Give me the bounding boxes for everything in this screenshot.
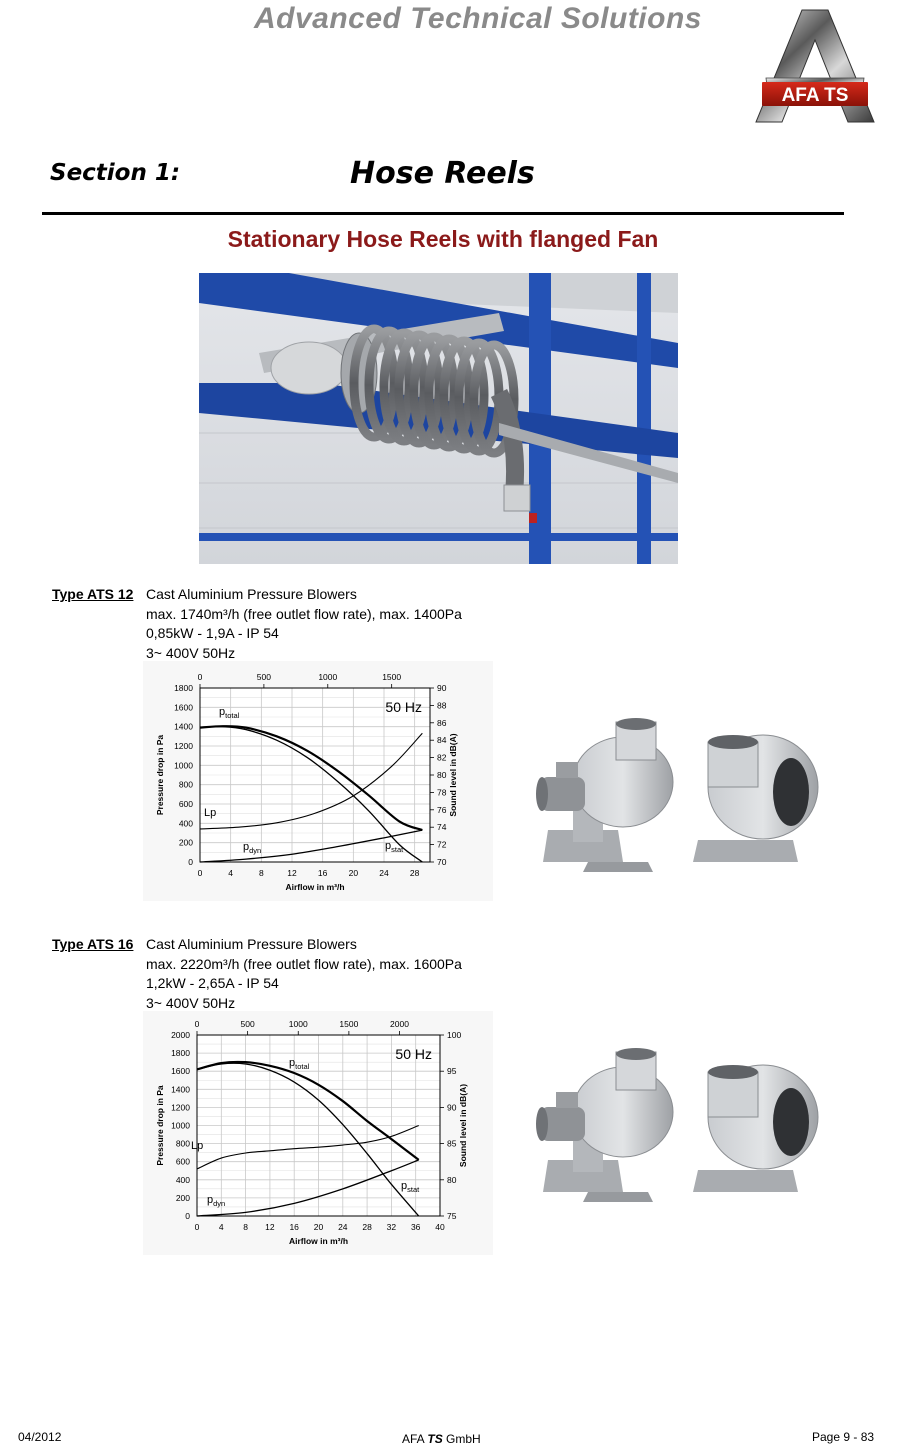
spec-line: max. 1740m³/h (free outlet flow rate), max. 1400Pa (146, 605, 462, 622)
frequency-annotation: 50 Hz (385, 699, 422, 715)
hose-reel-photo (199, 273, 678, 564)
y2-tick-label: 86 (437, 717, 447, 728)
y-tick-label: 1600 (174, 702, 193, 713)
series-label-lp: Lp (204, 807, 217, 819)
top-tick-label: 0 (194, 1019, 200, 1029)
spec-line: 3~ 400V 50Hz (146, 994, 236, 1011)
x-tick-label: 4 (228, 868, 234, 878)
top-tick-label: 500 (240, 1019, 255, 1029)
series-label-ptotal: $p_{total}$ (219, 706, 240, 720)
x-tick-label: 16 (317, 868, 328, 878)
footer-company-suffix: GmbH (446, 1432, 481, 1446)
footer-company-prefix: AFA (402, 1432, 425, 1446)
afa-ts-logo (752, 4, 878, 126)
y-tick-label: 0 (188, 857, 193, 867)
y-tick-label: 400 (175, 1174, 190, 1185)
x-tick-label: 40 (435, 1222, 445, 1232)
y-tick-label: 1400 (171, 1084, 190, 1095)
y-tick-label: 0 (185, 1211, 190, 1221)
y-tick-label: 1200 (174, 741, 193, 751)
top-tick-label: 1000 (288, 1019, 308, 1029)
y2-tick-label: 75 (447, 1211, 457, 1221)
x-tick-label: 12 (265, 1222, 275, 1232)
series-label-lp: Lp (191, 1140, 204, 1152)
x-tick-label: 36 (410, 1222, 421, 1232)
fan-curve-chart-ats-16 (143, 1011, 493, 1255)
x-tick-label: 24 (379, 868, 389, 878)
top-tick-label: 0 (197, 672, 203, 682)
y2-axis-label: Sound level in dB(A) (458, 1083, 468, 1168)
x-tick-label: 4 (218, 1222, 224, 1232)
ats-16-blower-photo (528, 1042, 824, 1218)
y2-tick-label: 95 (447, 1066, 457, 1077)
spec-line: max. 2220m³/h (free outlet flow rate), max. 1600Pa (146, 955, 462, 972)
y-tick-label: 1800 (174, 683, 193, 693)
y2-tick-label: 78 (437, 787, 447, 798)
spec-line: Cast Aluminium Pressure Blowers (146, 586, 357, 602)
fan-curve-chart-ats-12 (143, 661, 493, 901)
y-tick-label: 1800 (171, 1048, 190, 1059)
y2-tick-label: 100 (447, 1030, 462, 1040)
y-tick-label: 1200 (171, 1102, 190, 1113)
series-label-pstat: $p_{stat}$ (401, 1180, 420, 1194)
y-tick-label: 1000 (174, 760, 193, 771)
x-axis-label: Airflow in m³/h (288, 1236, 349, 1246)
y2-tick-label: 76 (437, 804, 447, 815)
footer-page-number: Page 9 - 83 (812, 1430, 875, 1444)
y2-tick-label: 74 (437, 822, 447, 833)
y-tick-label: 800 (175, 1138, 190, 1149)
x-tick-label: 20 (313, 1222, 324, 1232)
x-tick-label: 16 (289, 1222, 299, 1232)
y2-tick-label: 90 (447, 1102, 457, 1113)
y-tick-label: 800 (178, 779, 193, 790)
x-axis-label: Airflow in m³/h (285, 882, 345, 892)
y2-tick-label: 82 (437, 752, 447, 763)
series-label-ptotal: $p_{total}$ (289, 1057, 310, 1071)
section-divider (42, 212, 844, 215)
y-tick-label: 2000 (171, 1030, 190, 1040)
type-ats-12-specs (146, 585, 462, 663)
y2-tick-label: 70 (437, 857, 447, 867)
footer-company-mid: TS (427, 1432, 443, 1446)
spec-line: Cast Aluminium Pressure Blowers (146, 936, 357, 952)
x-tick-label: 0 (197, 868, 203, 878)
top-tick-label: 2000 (390, 1019, 409, 1029)
y-tick-label: 1400 (174, 721, 193, 732)
top-tick-label: 1000 (318, 672, 338, 682)
y2-tick-label: 80 (447, 1174, 457, 1185)
x-tick-label: 28 (362, 1222, 372, 1232)
y-tick-label: 1600 (171, 1066, 190, 1077)
y-tick-label: 600 (178, 799, 193, 809)
x-tick-label: 0 (194, 1222, 200, 1232)
spec-line: 1,2kW - 2,65A - IP 54 (146, 975, 279, 991)
x-tick-label: 20 (348, 868, 359, 878)
y2-tick-label: 84 (437, 735, 447, 746)
type-ats-16-label: Type ATS 16 (52, 936, 134, 952)
type-ats-12-label: Type ATS 12 (52, 586, 134, 602)
y2-tick-label: 85 (447, 1138, 457, 1149)
y2-axis-label: Sound level in dB(A) (448, 733, 458, 817)
x-tick-label: 8 (258, 868, 264, 878)
y2-tick-label: 72 (437, 839, 447, 850)
spec-line: 3~ 400V 50Hz (146, 644, 236, 661)
section-title: Hose Reels (350, 156, 535, 191)
y-axis-label: Pressure drop in Pa (155, 734, 165, 816)
y-tick-label: 600 (175, 1156, 190, 1167)
frequency-annotation: 50 Hz (395, 1046, 432, 1062)
series-label-pstat: $p_{stat}$ (385, 840, 404, 854)
series-label-pdyn: $p_{dyn}$ (243, 841, 262, 855)
section-label: Section 1: (50, 160, 181, 186)
x-tick-label: 32 (386, 1222, 397, 1232)
y2-tick-label: 90 (437, 683, 447, 693)
y-tick-label: 200 (175, 1192, 190, 1203)
logo-text: AFA TS (781, 85, 849, 106)
company-name: Advanced Technical Solutions (254, 2, 702, 35)
top-tick-label: 1500 (339, 1019, 359, 1029)
x-tick-label: 28 (409, 868, 420, 878)
ats-12-blower-photo (528, 712, 824, 888)
y-tick-label: 200 (178, 837, 193, 848)
top-tick-label: 500 (256, 672, 271, 682)
spec-line: 0,85kW - 1,9A - IP 54 (146, 625, 279, 641)
y-tick-label: 400 (178, 818, 193, 829)
y2-tick-label: 80 (437, 770, 447, 780)
y-tick-label: 1000 (171, 1120, 190, 1131)
x-tick-label: 12 (287, 868, 297, 878)
top-tick-label: 1500 (382, 672, 402, 682)
y2-tick-label: 88 (437, 700, 447, 711)
x-tick-label: 8 (243, 1222, 248, 1232)
x-tick-label: 24 (338, 1222, 348, 1232)
footer-date: 04/2012 (18, 1430, 62, 1444)
y-axis-label: Pressure drop in Pa (155, 1085, 165, 1166)
footer-company (402, 1432, 481, 1446)
page-subtitle: Stationary Hose Reels with flanged Fan (227, 226, 659, 252)
type-ats-16-specs (146, 935, 462, 1013)
series-label-pdyn: $p_{dyn}$ (207, 1194, 226, 1208)
